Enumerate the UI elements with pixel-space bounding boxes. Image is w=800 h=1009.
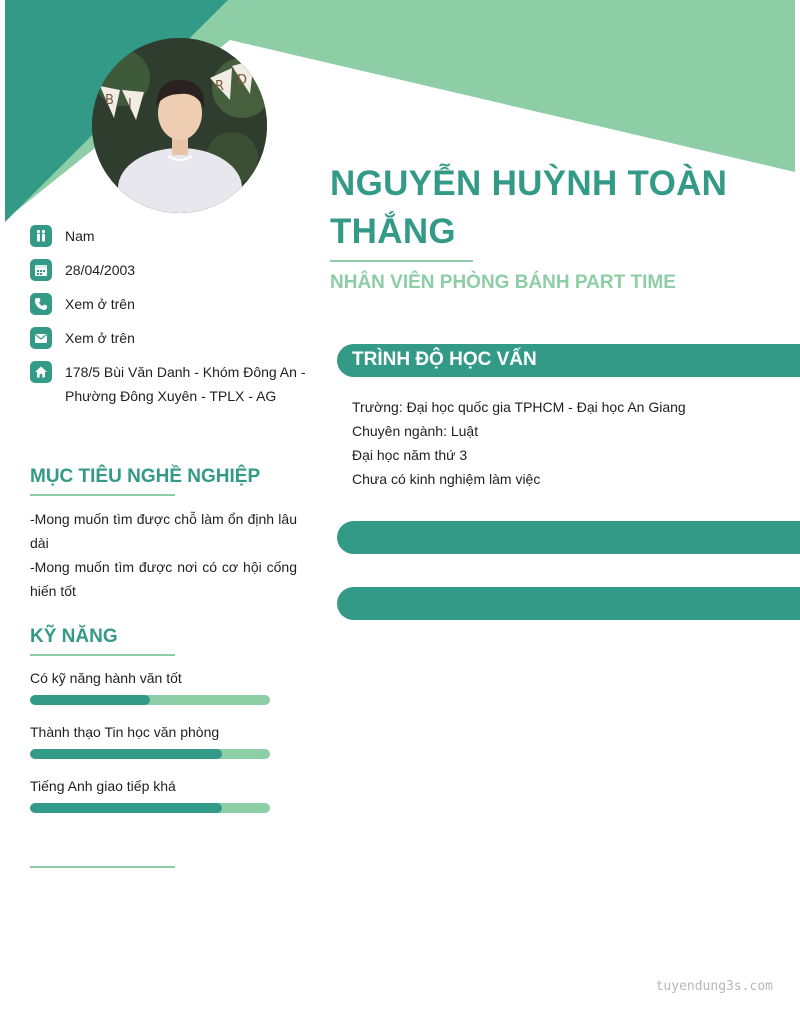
info-phone-text: Xem ở trên (65, 296, 135, 312)
skills-underline (30, 654, 175, 656)
empty-section-band (337, 587, 800, 620)
info-birthday (30, 258, 310, 282)
info-email-text: Xem ở trên (65, 330, 135, 346)
gender-icon (30, 225, 52, 247)
name-underline (330, 260, 473, 262)
skill-item (30, 666, 270, 705)
empty-section-underline (30, 866, 175, 868)
education-title: TRÌNH ĐỘ HỌC VẤN (352, 349, 537, 370)
skills-list (30, 666, 270, 828)
skill-name: Tiếng Anh giao tiếp khá (30, 778, 176, 794)
education-line: Trường: Đại học quốc gia TPHCM - Đại học An Giang (352, 399, 686, 415)
watermark: tuyendung3s.com (655, 979, 773, 994)
candidate-name: NGUYỄN HUỲNH TOÀN THẮNG (330, 164, 728, 251)
profile-photo (92, 38, 267, 213)
avatar (92, 38, 267, 213)
objective-text (30, 507, 297, 603)
skill-name: Thành thạo Tin học văn phòng (30, 724, 220, 740)
skill-bar (30, 695, 270, 705)
skill-bar (30, 749, 270, 759)
education-line: Đại học năm thứ 3 (352, 447, 468, 463)
skill-item (30, 774, 270, 813)
skill-item (30, 720, 270, 759)
education-header-band (337, 344, 800, 377)
svg-text:I: I (128, 97, 132, 112)
objective-line: -Mong muốn tìm được chỗ làm ổn định lâu dài (30, 511, 297, 551)
skills-title: KỸ NĂNG (30, 626, 118, 647)
phone-icon (30, 293, 52, 315)
education-details (352, 395, 782, 491)
info-gender-text: Nam (65, 228, 95, 244)
education-line: Chuyên ngành: Luật (352, 423, 479, 439)
objective-title: MỤC TIÊU NGHỀ NGHIỆP (30, 466, 261, 487)
job-title: NHÂN VIÊN PHÒNG BÁNH PART TIME (330, 272, 676, 293)
info-email (30, 326, 310, 350)
info-phone (30, 292, 310, 316)
info-birthday-text: 28/04/2003 (65, 262, 136, 278)
calendar-icon (30, 259, 52, 281)
info-gender (30, 224, 310, 248)
objective-line: -Mong muốn tìm được nơi có cơ hội cống hiến tốt (30, 559, 297, 599)
info-address (30, 360, 310, 408)
personal-info (30, 224, 310, 418)
objective-underline (30, 494, 175, 496)
info-address-text: 178/5 Bùi Văn Danh - Khóm Đông An - Phường Đông Xuyên - TPLX - AG (65, 364, 306, 404)
home-icon (30, 361, 52, 383)
email-icon (30, 327, 52, 349)
education-line: Chưa có kinh nghiệm làm việc (352, 471, 541, 487)
skill-bar (30, 803, 270, 813)
svg-text:B: B (105, 93, 114, 108)
skill-bar-fill (30, 749, 222, 759)
svg-text:D: D (237, 73, 248, 88)
skill-bar-fill (30, 695, 150, 705)
empty-section-band (337, 521, 800, 554)
skill-bar-fill (30, 803, 222, 813)
skill-name: Có kỹ năng hành văn tốt (30, 670, 182, 686)
svg-text:R: R (215, 79, 225, 94)
